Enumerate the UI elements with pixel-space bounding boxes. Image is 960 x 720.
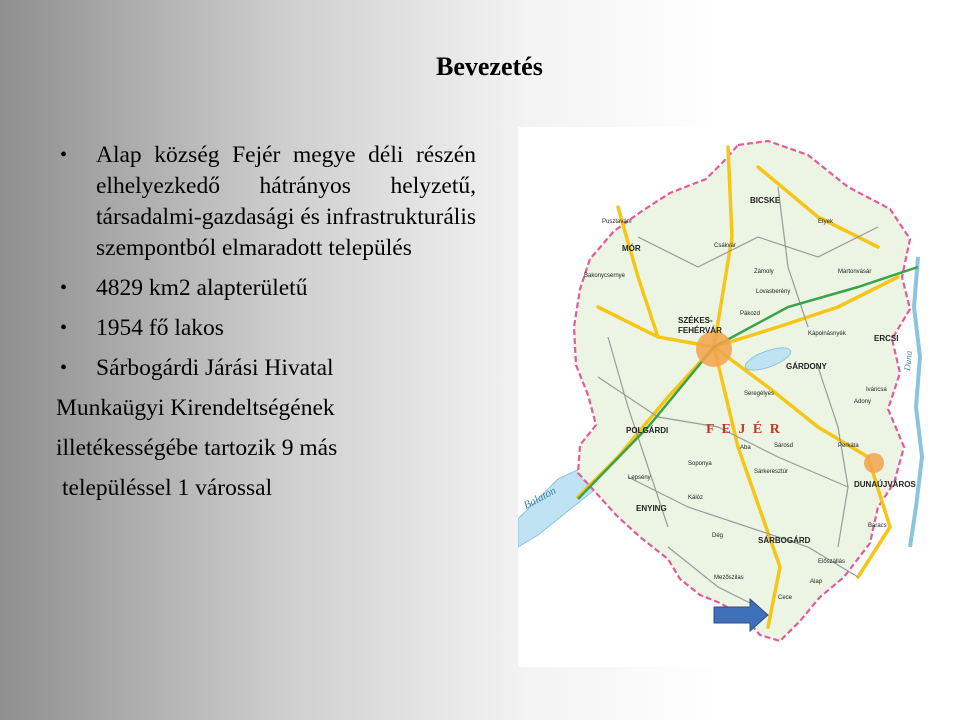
- town-label: Seregélyes: [744, 391, 775, 397]
- map-svg: [518, 127, 926, 667]
- town-label: Perkáta: [838, 443, 859, 449]
- continuation-line: Munkaügyi Kirendeltségének: [56, 395, 335, 421]
- city-area: [864, 453, 884, 473]
- town-label: Lepsény: [628, 475, 651, 481]
- continuation-line: településsel 1 várossal: [62, 475, 273, 501]
- town-label: BICSKE: [750, 196, 781, 205]
- continuation-line: illetékességébe tartozik 9 más: [56, 435, 338, 461]
- town-label: DUNAÚJVÁROS: [854, 480, 916, 489]
- town-label: Iváncsa: [866, 387, 887, 393]
- town-label: Martonvásár: [838, 269, 872, 275]
- water-label: Duna: [902, 350, 914, 372]
- bullet-item: • Alap község Fejér megye déli részén elhelyezkedő hátrányos helyzetű, társadalmi-gazdasági és infrastrukturális szempontból elmaradott település: [60, 140, 476, 264]
- town-label: Mezőszilas: [714, 575, 744, 581]
- town-label: ENYING: [636, 504, 667, 513]
- town-label: Baracs: [868, 523, 887, 529]
- town-label: MÓR: [622, 244, 641, 253]
- town-label: FEHÉRVÁR: [678, 326, 722, 335]
- town-label: Etyek: [818, 219, 834, 225]
- town-label: Aba: [740, 445, 751, 451]
- town-label: Lovasberény: [756, 289, 791, 295]
- town-label: Pákozd: [740, 311, 761, 317]
- town-label: Előszállás: [818, 559, 846, 565]
- county-outline: [574, 141, 910, 641]
- slide-content: [56, 140, 476, 504]
- duna-river: [910, 257, 922, 547]
- town-label: Adony: [854, 399, 872, 405]
- town-label: POLGÁRDI: [626, 426, 669, 435]
- town-label: Sárosd: [774, 443, 794, 449]
- county-map: [518, 127, 926, 667]
- water-label: Balaton: [521, 484, 559, 512]
- town-label: Soponya: [688, 461, 712, 467]
- bullet-item: • Sárbogárdi Járási Hivatal: [60, 353, 476, 384]
- town-label: Kápolnásnyék: [808, 331, 846, 337]
- town-label: Sárkeresztúr: [754, 469, 789, 475]
- county-label: F E J É R: [706, 422, 782, 437]
- town-label: Dég: [712, 533, 724, 539]
- town-label: Kálóz: [688, 495, 704, 501]
- town-label: Bakonycsernye: [584, 273, 626, 279]
- town-label: Csákvár: [714, 243, 737, 249]
- town-label: Alap: [810, 579, 823, 585]
- slide-title: Bevezetés: [436, 52, 543, 81]
- bullet-item: • 4829 km2 alapterületű: [60, 273, 476, 304]
- town-label: ERCSI: [874, 334, 899, 343]
- bullet-item: • 1954 fő lakos: [60, 313, 476, 344]
- town-label: Pusztavám: [602, 219, 632, 225]
- town-label: SÁRBOGÁRD: [758, 536, 811, 545]
- town-label: SZÉKES-: [678, 316, 713, 325]
- town-label: Zámoly: [754, 269, 774, 275]
- town-label: GÁRDONY: [786, 362, 827, 371]
- town-label: Cece: [778, 595, 793, 601]
- city-area: [696, 331, 732, 367]
